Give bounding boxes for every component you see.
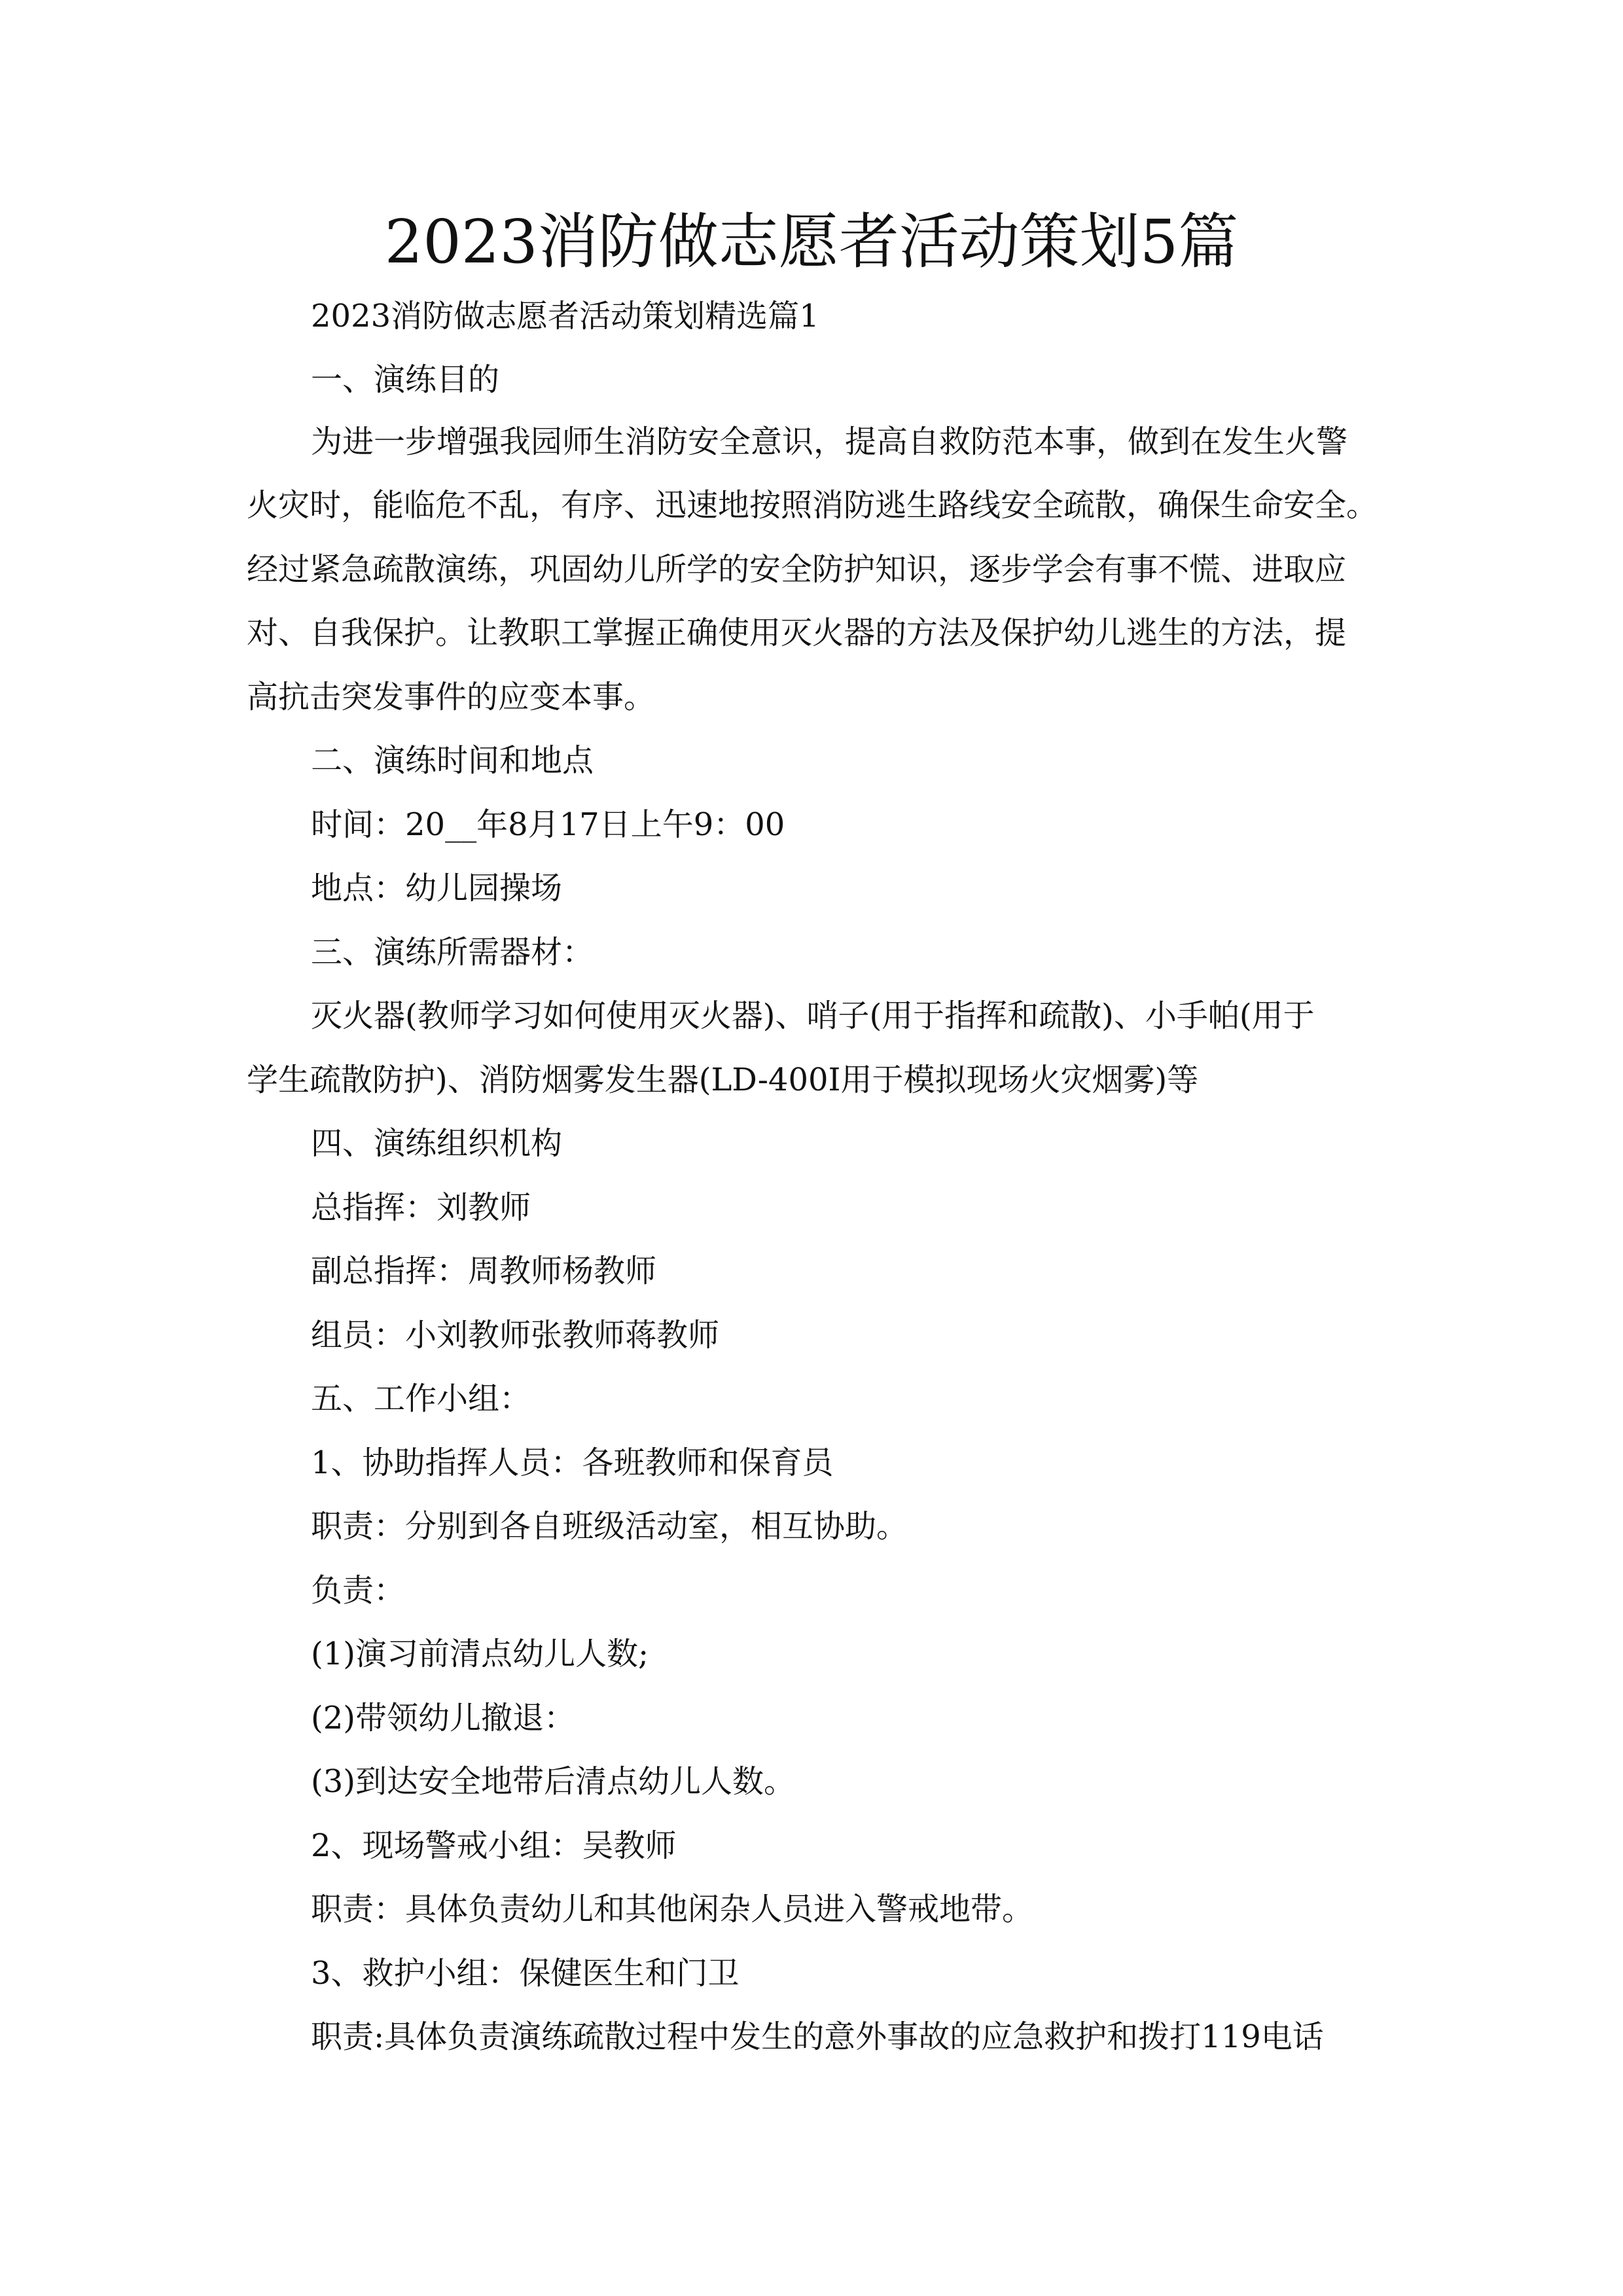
group2-duty: 职责：具体负责幼儿和其他闲杂人员进入警戒地带。 bbox=[311, 1891, 1034, 1928]
equipment-line-1: 灭火器(教师学习如何使用灭火器)、哨子(用于指挥和疏散)、小手帕(用于 bbox=[311, 997, 1315, 1034]
group1-item-1: (1)演习前清点幼儿人数; bbox=[311, 1636, 649, 1672]
commander-line: 总指挥：刘教师 bbox=[311, 1189, 531, 1226]
group1-responsibility-label: 负责： bbox=[311, 1572, 406, 1609]
purpose-line-2: 火灾时，能临危不乱，有序、迅速地按照消防逃生路线安全疏散，确保生命安全。 bbox=[247, 487, 1378, 524]
purpose-line-5: 高抗击突发事件的应变本事。 bbox=[247, 679, 656, 715]
group1-item-2: (2)带领幼儿撤退： bbox=[311, 1700, 575, 1736]
place-line: 地点：幼儿园操场 bbox=[311, 870, 563, 906]
purpose-line-3: 经过紧急疏散演练，巩固幼儿所学的安全防护知识，逐步学会有事不慌、进取应 bbox=[247, 551, 1347, 588]
section-heading-work-groups: 五、工作小组： bbox=[311, 1380, 531, 1417]
group1-item-3: (3)到达安全地带后清点幼儿人数。 bbox=[311, 1763, 795, 1800]
equipment-line-2: 学生疏散防护)、消防烟雾发生器(LD-400I用于模拟现场火灾烟雾)等 bbox=[247, 1062, 1199, 1098]
members-line: 组员：小刘教师张教师蒋教师 bbox=[311, 1317, 720, 1354]
section-heading-equipment: 三、演练所需器材： bbox=[311, 934, 594, 971]
purpose-line-1: 为进一步增强我园师生消防安全意识，提高自救防范本事，做到在发生火警 bbox=[311, 423, 1348, 460]
group3-duty: 职责:具体负责演练疏散过程中发生的意外事故的应急救护和拨打119电话 bbox=[311, 2018, 1324, 2055]
group2-title: 2、现场警戒小组：吴教师 bbox=[311, 1827, 677, 1864]
section-heading-time-place: 二、演练时间和地点 bbox=[311, 742, 594, 779]
vice-commander-line: 副总指挥：周教师杨教师 bbox=[311, 1253, 657, 1289]
article-subtitle: 2023消防做志愿者活动策划精选篇1 bbox=[311, 298, 819, 334]
group3-title: 3、救护小组：保健医生和门卫 bbox=[311, 1955, 740, 1992]
section-heading-purpose: 一、演练目的 bbox=[311, 361, 500, 398]
purpose-line-4: 对、自我保护。让教职工掌握正确使用灭火器的方法及保护幼儿逃生的方法，提 bbox=[247, 615, 1347, 651]
group1-duty: 职责：分别到各自班级活动室，相互协助。 bbox=[311, 1508, 908, 1545]
time-line: 时间：20__年8月17日上午9：00 bbox=[311, 806, 785, 843]
group1-title: 1、协助指挥人员：各班教师和保育员 bbox=[311, 1444, 834, 1481]
document-title: 2023消防做志愿者活动策划5篇 bbox=[384, 207, 1239, 277]
section-heading-organization: 四、演练组织机构 bbox=[311, 1125, 563, 1162]
